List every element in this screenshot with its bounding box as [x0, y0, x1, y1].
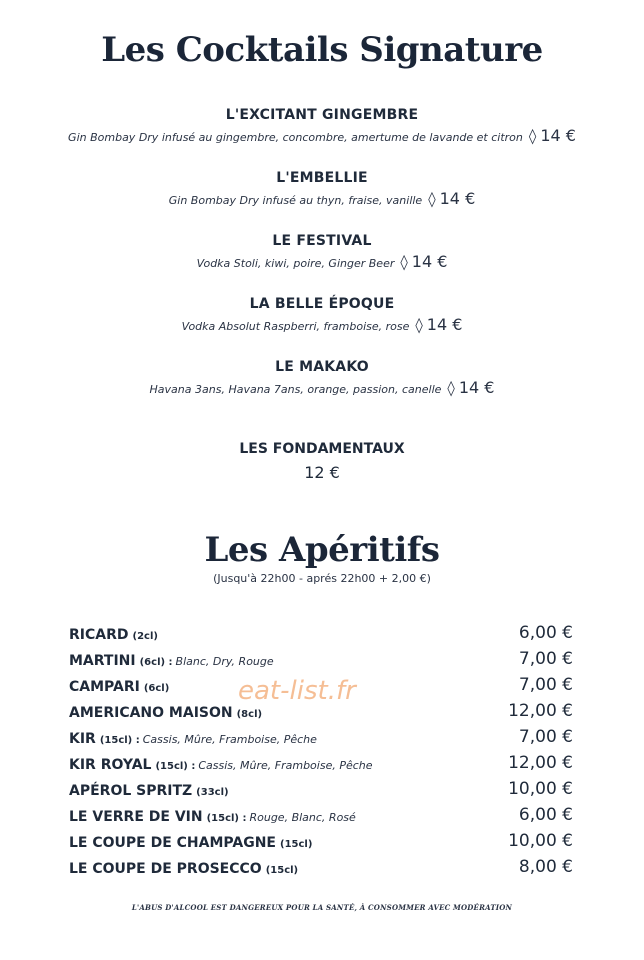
cocktail-name: L'EMBELLIE — [276, 170, 368, 186]
cocktail-item — [0, 233, 644, 296]
cocktail-name: L'EXCITANT GINGEMBRE — [225, 107, 419, 123]
aperitif-price: 12,00 € — [508, 701, 573, 721]
alcohol-disclaimer: L'ABUS D'ALCOOL EST DANGEREUX POUR LA SANTÉ, À CONSOMMER AVEC MODÉRATION — [131, 903, 513, 912]
aperitifs-list — [69, 620, 573, 880]
aperitif-item — [69, 776, 573, 802]
diamond-separator: ◊ — [447, 379, 455, 397]
cocktail-price: 14 € — [439, 189, 476, 208]
fondamentaux-section — [0, 441, 644, 482]
cocktails-list — [0, 107, 644, 422]
cocktails-title: Les Cocktails Signature — [101, 30, 543, 70]
aperitif-volume: (6cl) : — [139, 656, 173, 668]
aperitif-volume: (8cl) — [236, 708, 263, 720]
aperitif-item — [69, 646, 573, 672]
aperitif-item — [69, 724, 573, 750]
cocktail-price: 14 € — [426, 315, 463, 334]
aperitif-description: Cassis, Mûre, Framboise, Pêche — [142, 732, 317, 746]
aperitif-description: Blanc, Dry, Rouge — [175, 654, 274, 668]
cocktail-item — [0, 359, 644, 422]
aperitif-name: CAMPARI — [69, 678, 140, 695]
aperitif-price: 6,00 € — [518, 623, 573, 643]
aperitif-price: 12,00 € — [508, 753, 573, 773]
aperitif-price: 7,00 € — [518, 649, 573, 669]
aperitifs-subtitle: (Jusqu'à 22h00 - aprés 22h00 + 2,00 €) — [213, 572, 431, 585]
aperitif-volume: (33cl) — [196, 786, 229, 798]
diamond-separator: ◊ — [400, 253, 408, 271]
aperitif-description: Rouge, Blanc, Rosé — [249, 810, 356, 824]
aperitif-description: Cassis, Mûre, Framboise, Pêche — [198, 758, 373, 772]
cocktail-price: 14 € — [540, 126, 576, 145]
aperitif-price: 10,00 € — [508, 831, 573, 851]
aperitif-volume: (15cl) : — [206, 812, 247, 824]
aperitif-name: LE COUPE DE CHAMPAGNE — [69, 834, 276, 851]
diamond-separator: ◊ — [415, 316, 423, 334]
aperitif-item — [69, 750, 573, 776]
diamond-separator: ◊ — [428, 190, 436, 208]
cocktail-description: Gin Bombay Dry infusé au thyn, fraise, vanille — [168, 194, 423, 207]
aperitif-price: 7,00 € — [518, 675, 573, 695]
cocktail-name: LA BELLE ÉPOQUE — [249, 296, 395, 312]
cocktail-description: Havana 3ans, Havana 7ans, orange, passion, canelle — [149, 383, 442, 396]
fondamentaux-price: 12 € — [304, 463, 340, 482]
aperitif-volume: (15cl) : — [99, 734, 140, 746]
aperitif-name: MARTINI — [69, 652, 136, 669]
aperitif-item — [69, 620, 573, 646]
aperitif-name: RICARD — [69, 626, 129, 643]
aperitif-item — [69, 802, 573, 828]
aperitifs-title: Les Apéritifs — [204, 530, 440, 570]
aperitif-name: LE VERRE DE VIN — [69, 808, 203, 825]
aperitif-price: 7,00 € — [518, 727, 573, 747]
aperitif-volume: (15cl) : — [155, 760, 196, 772]
aperitif-price: 6,00 € — [518, 805, 573, 825]
aperitif-price: 8,00 € — [518, 857, 573, 877]
diamond-separator: ◊ — [528, 127, 537, 145]
aperitif-name: AMERICANO MAISON — [69, 704, 233, 721]
cocktail-name: LE MAKAKO — [275, 359, 369, 375]
aperitif-name: APÉROL SPRITZ — [69, 782, 193, 799]
cocktail-description: Vodka Stoli, kiwi, poire, Ginger Beer — [196, 257, 395, 270]
aperitif-volume: (15cl) — [265, 864, 299, 876]
aperitif-name: KIR ROYAL — [69, 756, 152, 773]
aperitif-volume: (2cl) — [132, 630, 158, 642]
aperitif-volume: (6cl) — [143, 682, 170, 694]
aperitif-price: 10,00 € — [508, 779, 573, 799]
watermark: eat-list.fr — [238, 676, 356, 706]
fondamentaux-name: LES FONDAMENTAUX — [239, 441, 405, 457]
cocktail-price: 14 € — [411, 252, 448, 271]
cocktail-name: LE FESTIVAL — [272, 233, 372, 249]
aperitif-name: LE COUPE DE PROSECCO — [69, 860, 262, 877]
aperitif-item — [69, 854, 573, 880]
cocktail-price: 14 € — [458, 378, 495, 397]
aperitif-volume: (15cl) — [280, 838, 313, 850]
cocktail-item — [0, 107, 644, 170]
cocktail-description: Vodka Absolut Raspberri, framboise, rose — [181, 320, 410, 333]
aperitif-name: KIR — [69, 730, 96, 747]
cocktail-item — [0, 296, 644, 359]
cocktail-description: Gin Bombay Dry infusé au gingembre, concombre, amertume de lavande et citron — [68, 131, 523, 144]
cocktail-item — [0, 170, 644, 233]
aperitif-item — [69, 828, 573, 854]
